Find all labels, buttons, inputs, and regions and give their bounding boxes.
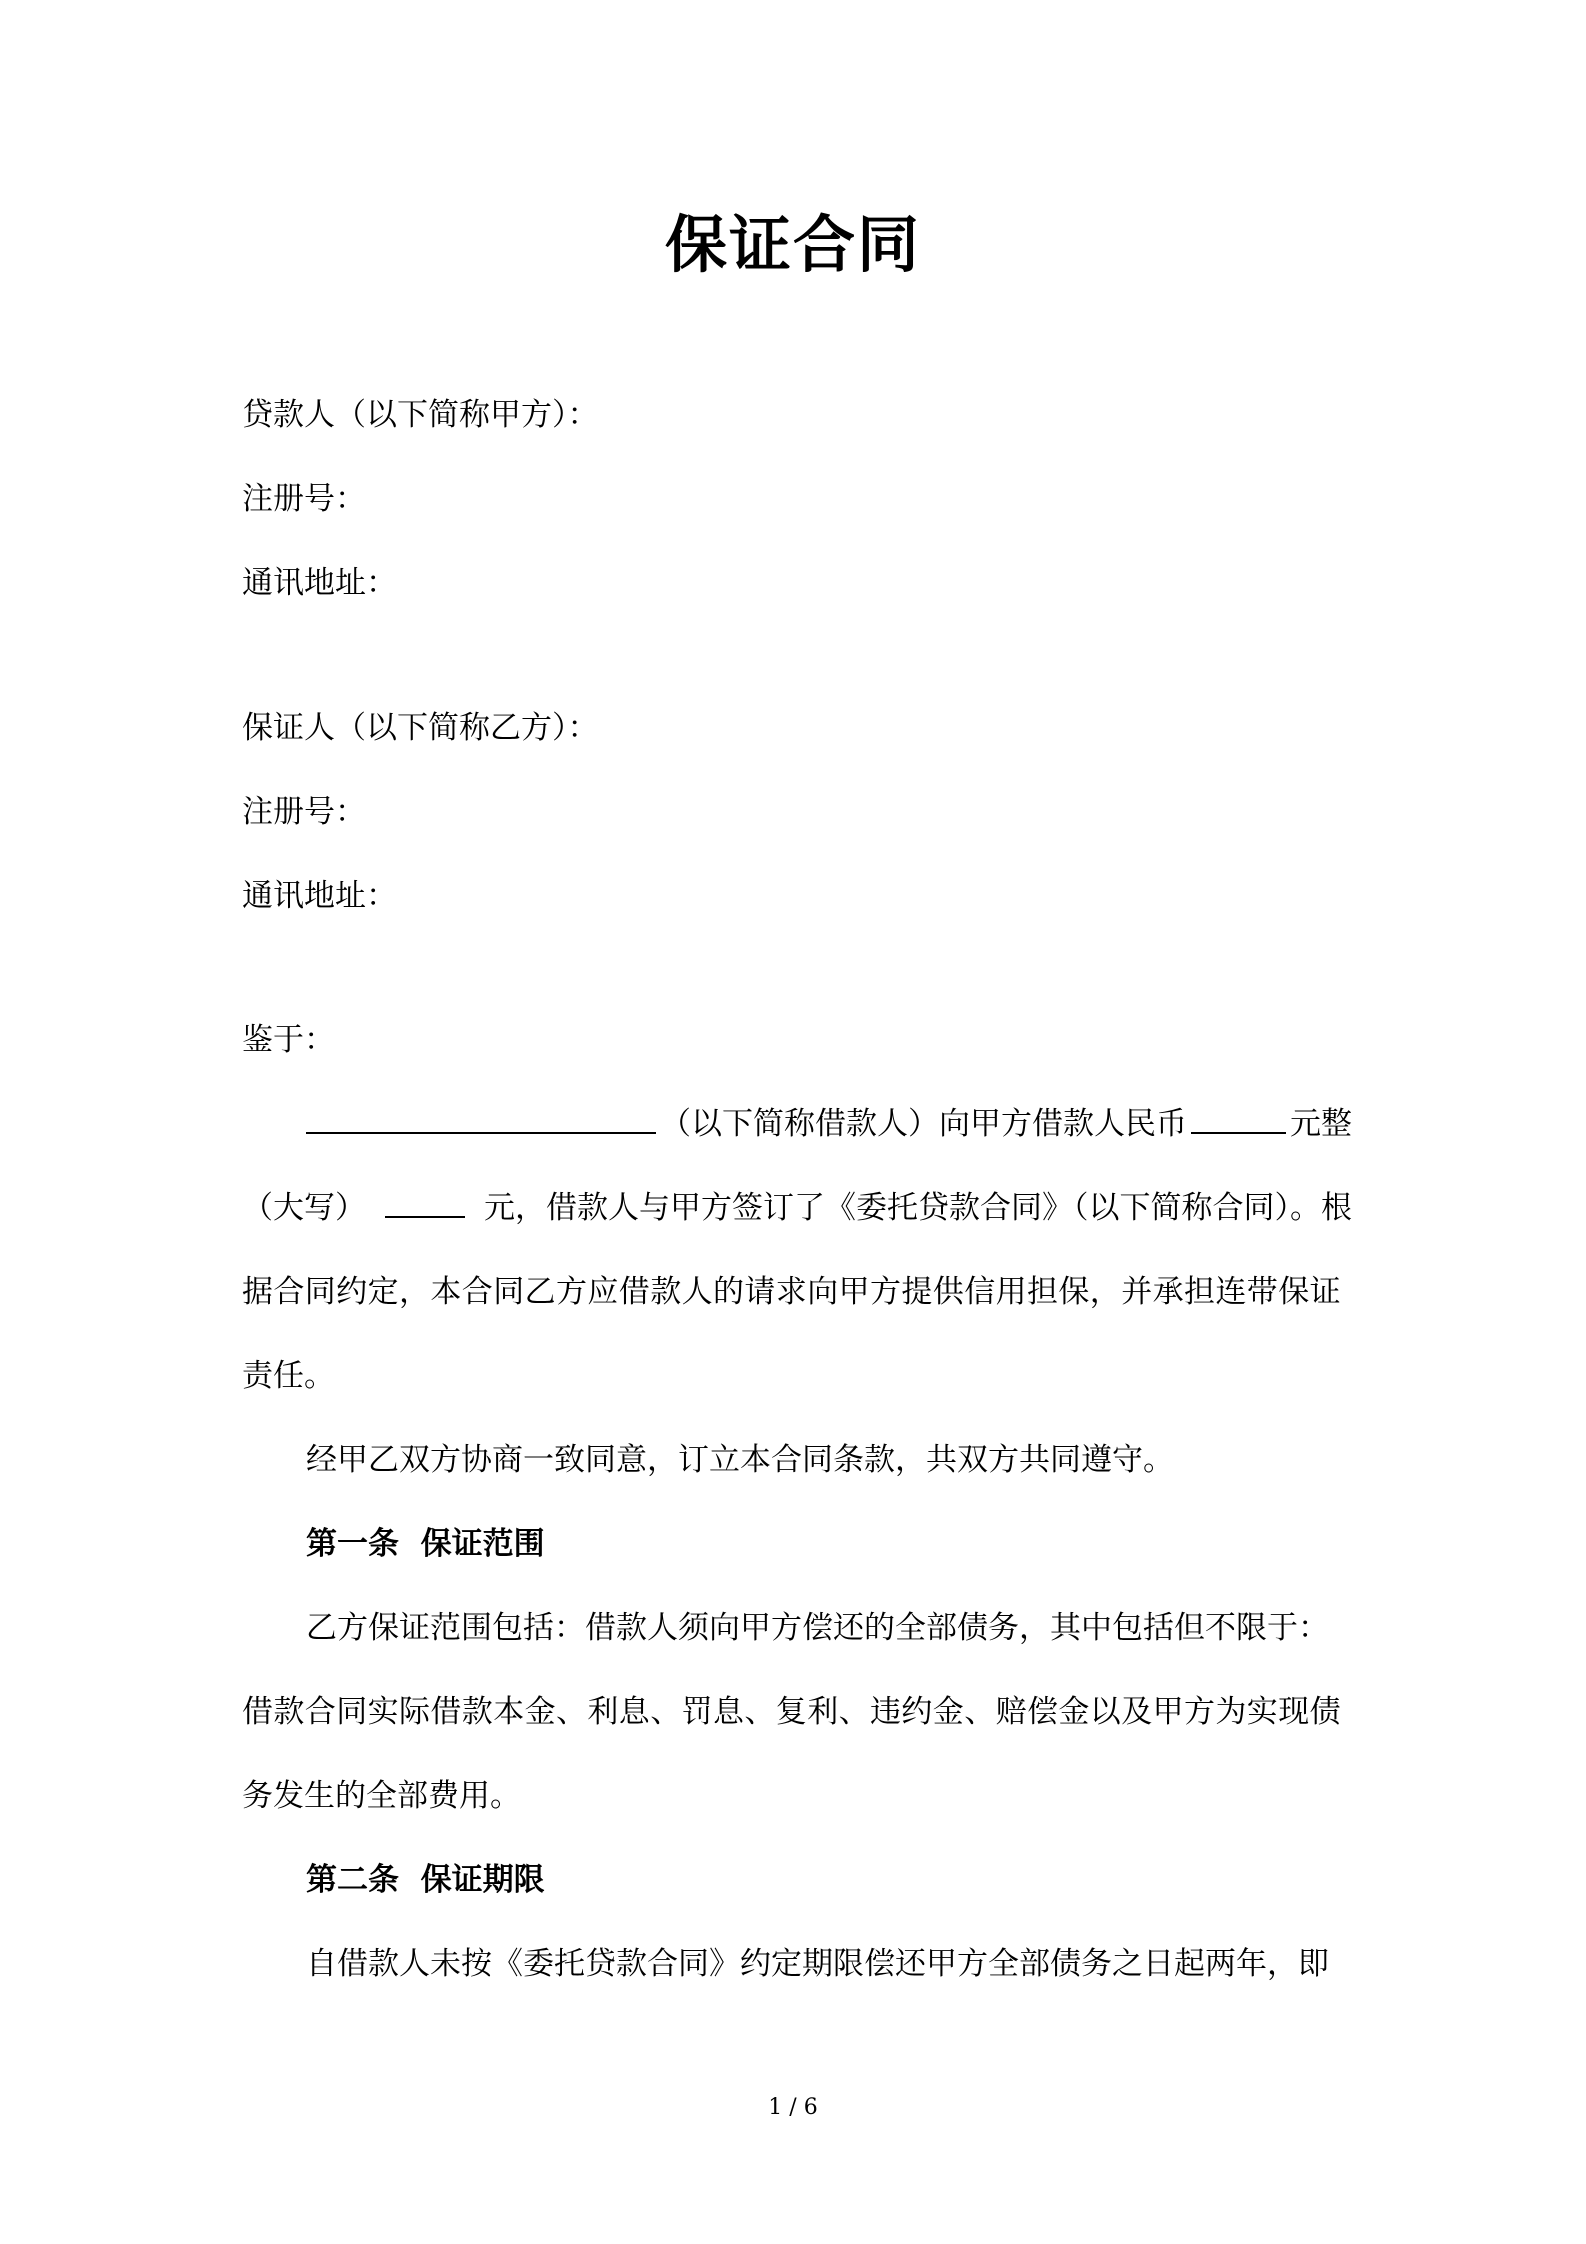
party-b-name-label: 保证人（以下简称乙方）：: [242, 710, 599, 746]
document-title: 保证合同: [664, 208, 921, 281]
article-1-line-2: 借款合同实际借款本金、利息、罚息、复利、违约金、赔偿金以及甲方为实现债: [242, 1694, 1341, 1730]
recital-line-1: [306, 1102, 1352, 1146]
recital-line-2-start: （大写）: [242, 1190, 366, 1226]
party-b-address-label: 通讯地址：: [242, 878, 397, 914]
amount-figures-blank: [1191, 1102, 1286, 1134]
recital-line-4: 责任。: [242, 1358, 335, 1394]
recital-line-2: [242, 1186, 1352, 1230]
article-1-heading: 第一条 保证范围: [306, 1526, 545, 1562]
party-a-name-label: 贷款人（以下简称甲方）：: [242, 397, 599, 433]
recital-line-1-end: 元整: [1290, 1106, 1352, 1142]
page-number: 1 / 6: [768, 2095, 818, 2120]
recital-line-1-text: （以下简称借款人）向甲方借款人民币: [660, 1106, 1187, 1142]
article-1-line-3: 务发生的全部费用。: [242, 1778, 521, 1814]
article-1-line-1: 乙方保证范围包括：借款人须向甲方偿还的全部债务，其中包括但不限于：: [306, 1610, 1329, 1646]
party-a-reg-label: 注册号：: [242, 481, 366, 517]
borrower-name-blank: [306, 1102, 656, 1134]
article-2-line-1: 自借款人未按《委托贷款合同》约定期限偿还甲方全部债务之日起两年，即: [306, 1946, 1329, 1982]
amount-words-blank: [385, 1186, 465, 1218]
party-a-address-label: 通讯地址：: [242, 565, 397, 601]
recital-line-2-rest: 元，借款人与甲方签订了《委托贷款合同》（以下简称合同）。根: [484, 1190, 1352, 1226]
party-b-reg-label: 注册号：: [242, 794, 366, 830]
article-2-heading: 第二条 保证期限: [306, 1862, 545, 1898]
recital-line-3: 据合同约定，本合同乙方应借款人的请求向甲方提供信用担保，并承担连带保证: [242, 1274, 1341, 1310]
agreement-line: 经甲乙双方协商一致同意，订立本合同条款，共双方共同遵守。: [306, 1442, 1174, 1478]
whereas-label: 鉴于：: [242, 1022, 335, 1058]
